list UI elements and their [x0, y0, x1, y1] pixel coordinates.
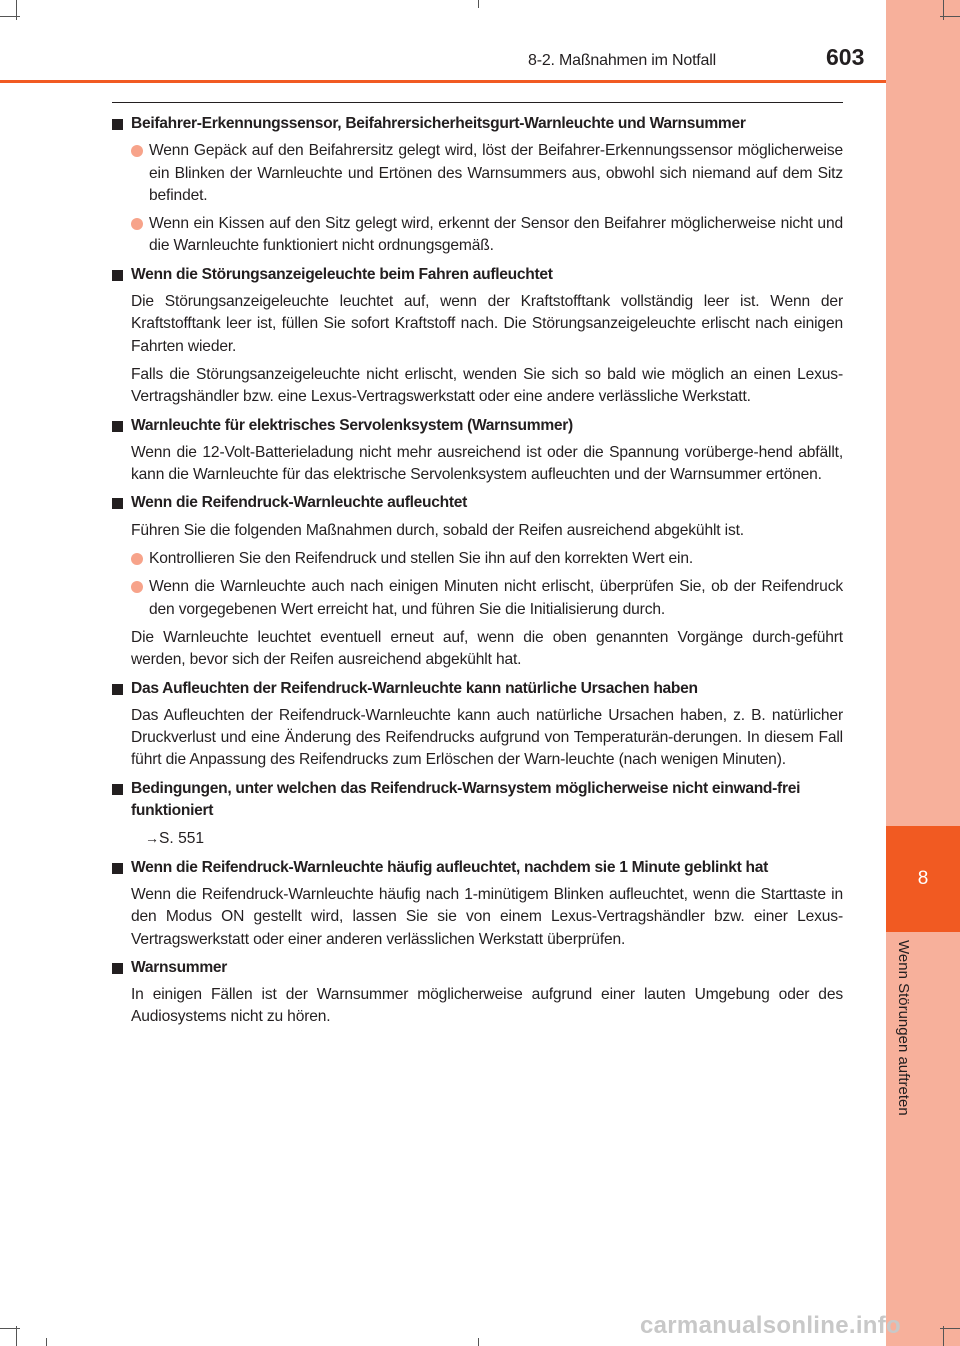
- square-bullet-icon: [112, 119, 123, 130]
- section-heading: Warnleuchte für elektrisches Servolenksystem (Warnsummer): [112, 415, 843, 437]
- square-bullet-icon: [112, 421, 123, 432]
- paragraph: Die Warnleuchte leuchtet eventuell erneut auf, wenn die oben genannten Vorgänge durch-geführt werden, bevor sich der Reifen ausreichend abgekühlt hat.: [131, 628, 843, 669]
- square-bullet-icon: [112, 684, 123, 695]
- square-bullet-icon: [112, 863, 123, 874]
- circle-bullet-icon: [131, 581, 143, 593]
- section-frequent-light: [112, 857, 843, 951]
- paragraph: Führen Sie die folgenden Maßnahmen durch, sobald der Reifen ausreichend abgekühlt ist.: [131, 521, 744, 539]
- section-heading: Wenn die Reifendruck-Warnleuchte häufig aufleuchtet, nachdem sie 1 Minute geblinkt hat: [112, 857, 843, 879]
- crop-mark: [478, 1338, 479, 1346]
- section-heading: Warnsummer: [112, 957, 843, 979]
- circle-bullet-icon: [131, 145, 143, 157]
- section-heading: Wenn die Störungsanzeigeleuchte beim Fahren aufleuchtet: [112, 264, 843, 286]
- paragraph: Wenn die Reifendruck-Warnleuchte häufig nach 1-minütigem Blinken aufleuchtet, wenn die Starttaste in den Modus ON gestellt wird, lassen Sie sie von einem Lexus-Vertragshändler bzw. einer Lexus-Vertragswerkstatt oder einer anderen verlässlichen Werkstatt überprüfen.: [131, 885, 843, 948]
- square-bullet-icon: [112, 784, 123, 795]
- chapter-title-vertical: Wenn Störungen auftreten: [895, 940, 912, 1116]
- circle-bullet-icon: [131, 218, 143, 230]
- section-warning-buzzer: [112, 957, 843, 1029]
- paragraph: In einigen Fällen ist der Warnsummer möglicherweise aufgrund einer lauten Umgebung oder des Audiosystems nicht zu hören.: [131, 986, 843, 1026]
- chapter-number: 8: [917, 868, 929, 889]
- crop-mark: [0, 16, 20, 17]
- bullet-item: Wenn die Warnleuchte auch nach einigen Minuten nicht erlischt, überprüfen Sie, ob der Reifendruck den vorgegebenen Wert erreicht hat, und führen Sie die Initialisierung durch.: [131, 576, 843, 621]
- crop-mark: [943, 0, 944, 20]
- bullet-item: Kontrollieren Sie den Reifendruck und stellen Sie ihn auf den korrekten Wert ein.: [131, 548, 843, 570]
- section-natural-causes: [112, 678, 843, 772]
- section-passenger-sensor: [112, 113, 843, 258]
- crop-mark: [46, 1338, 47, 1346]
- header-rule: [0, 80, 886, 83]
- crop-mark: [16, 0, 17, 20]
- section-heading: Das Aufleuchten der Reifendruck-Warnleuchte kann natürliche Ursachen haben: [112, 678, 843, 700]
- crop-mark: [478, 0, 479, 8]
- content-top-rule: [112, 102, 843, 103]
- paragraph: Wenn die 12-Volt-Batterieladung nicht mehr ausreichend ist oder die Spannung vorüberge-hend abfällt, kann die Warnleuchte für das elektrische Servolenksystem aufleuchten und der Warnsummer ertönen.: [131, 443, 843, 484]
- section-heading: Beifahrer-Erkennungssensor, Beifahrersicherheitsgurt-Warnleuchte und Warnsummer: [112, 113, 843, 135]
- watermark: carmanualsonline.info: [640, 1312, 902, 1339]
- crop-mark: [943, 1326, 944, 1346]
- crop-mark: [0, 1328, 20, 1329]
- reference-text: S. 551: [159, 830, 205, 848]
- page-reference[interactable]: [145, 827, 843, 850]
- section-power-steering: [112, 415, 843, 487]
- square-bullet-icon: [112, 963, 123, 974]
- page-content: [112, 113, 843, 1035]
- circle-bullet-icon: [131, 553, 143, 565]
- page-number: 603: [826, 44, 865, 70]
- section-tire-pressure-light: [112, 492, 843, 671]
- square-bullet-icon: [112, 270, 123, 281]
- arrow-right-icon: →: [145, 830, 159, 847]
- paragraph: Die Störungsanzeigeleuchte leuchtet auf, wenn der Kraftstofftank vollständig leer ist. Wenn der Kraftstofftank leer ist, füllen Sie sofort Kraftstoff nach. Die Störungsanzeigeleuchte erlischt nach einigen Fahrten wieder.: [131, 293, 843, 355]
- section-heading: Wenn die Reifendruck-Warnleuchte aufleuchtet: [112, 492, 843, 514]
- paragraph: Das Aufleuchten der Reifendruck-Warnleuchte kann auch natürliche Ursachen haben, z. B. natürlicher Druckverlust und eine Änderung des Reifendrucks aufgrund von Temperaturän-derungen. In diesem Fall führt die Anpassung des Reifendrucks zum Erlöschen der Warn-leuchte (nach wenigen Minuten).: [131, 706, 843, 769]
- square-bullet-icon: [112, 498, 123, 509]
- bullet-item: Wenn Gepäck auf den Beifahrersitz gelegt wird, löst der Beifahrer-Erkennungssensor möglicherweise ein Blinken der Warnleuchte und Ertönen des Warnsummers aus, obwohl sich niemand auf dem Sitz befindet.: [131, 140, 843, 207]
- section-heading: Bedingungen, unter welchen das Reifendruck-Warnsystem möglicherweise nicht einwand-frei funktioniert: [112, 778, 843, 823]
- chapter-number-tab: [886, 826, 960, 932]
- section-title: 8-2. Maßnahmen im Notfall: [528, 52, 716, 69]
- section-malfunction-light: [112, 264, 843, 409]
- paragraph: Falls die Störungsanzeigeleuchte nicht erlischt, wenden Sie sich so bald wie möglich an einen Lexus-Vertragshändler bzw. eine Lexus-Vertragswerkstatt oder eine andere verlässliche Werkstatt.: [131, 365, 843, 406]
- crop-mark: [16, 1326, 17, 1346]
- section-conditions: [112, 778, 843, 851]
- bullet-item: Wenn ein Kissen auf den Sitz gelegt wird, erkennt der Sensor den Beifahrer möglicherweise nicht und die Warnleuchte funktioniert nicht ordnungsgemäß.: [131, 213, 843, 258]
